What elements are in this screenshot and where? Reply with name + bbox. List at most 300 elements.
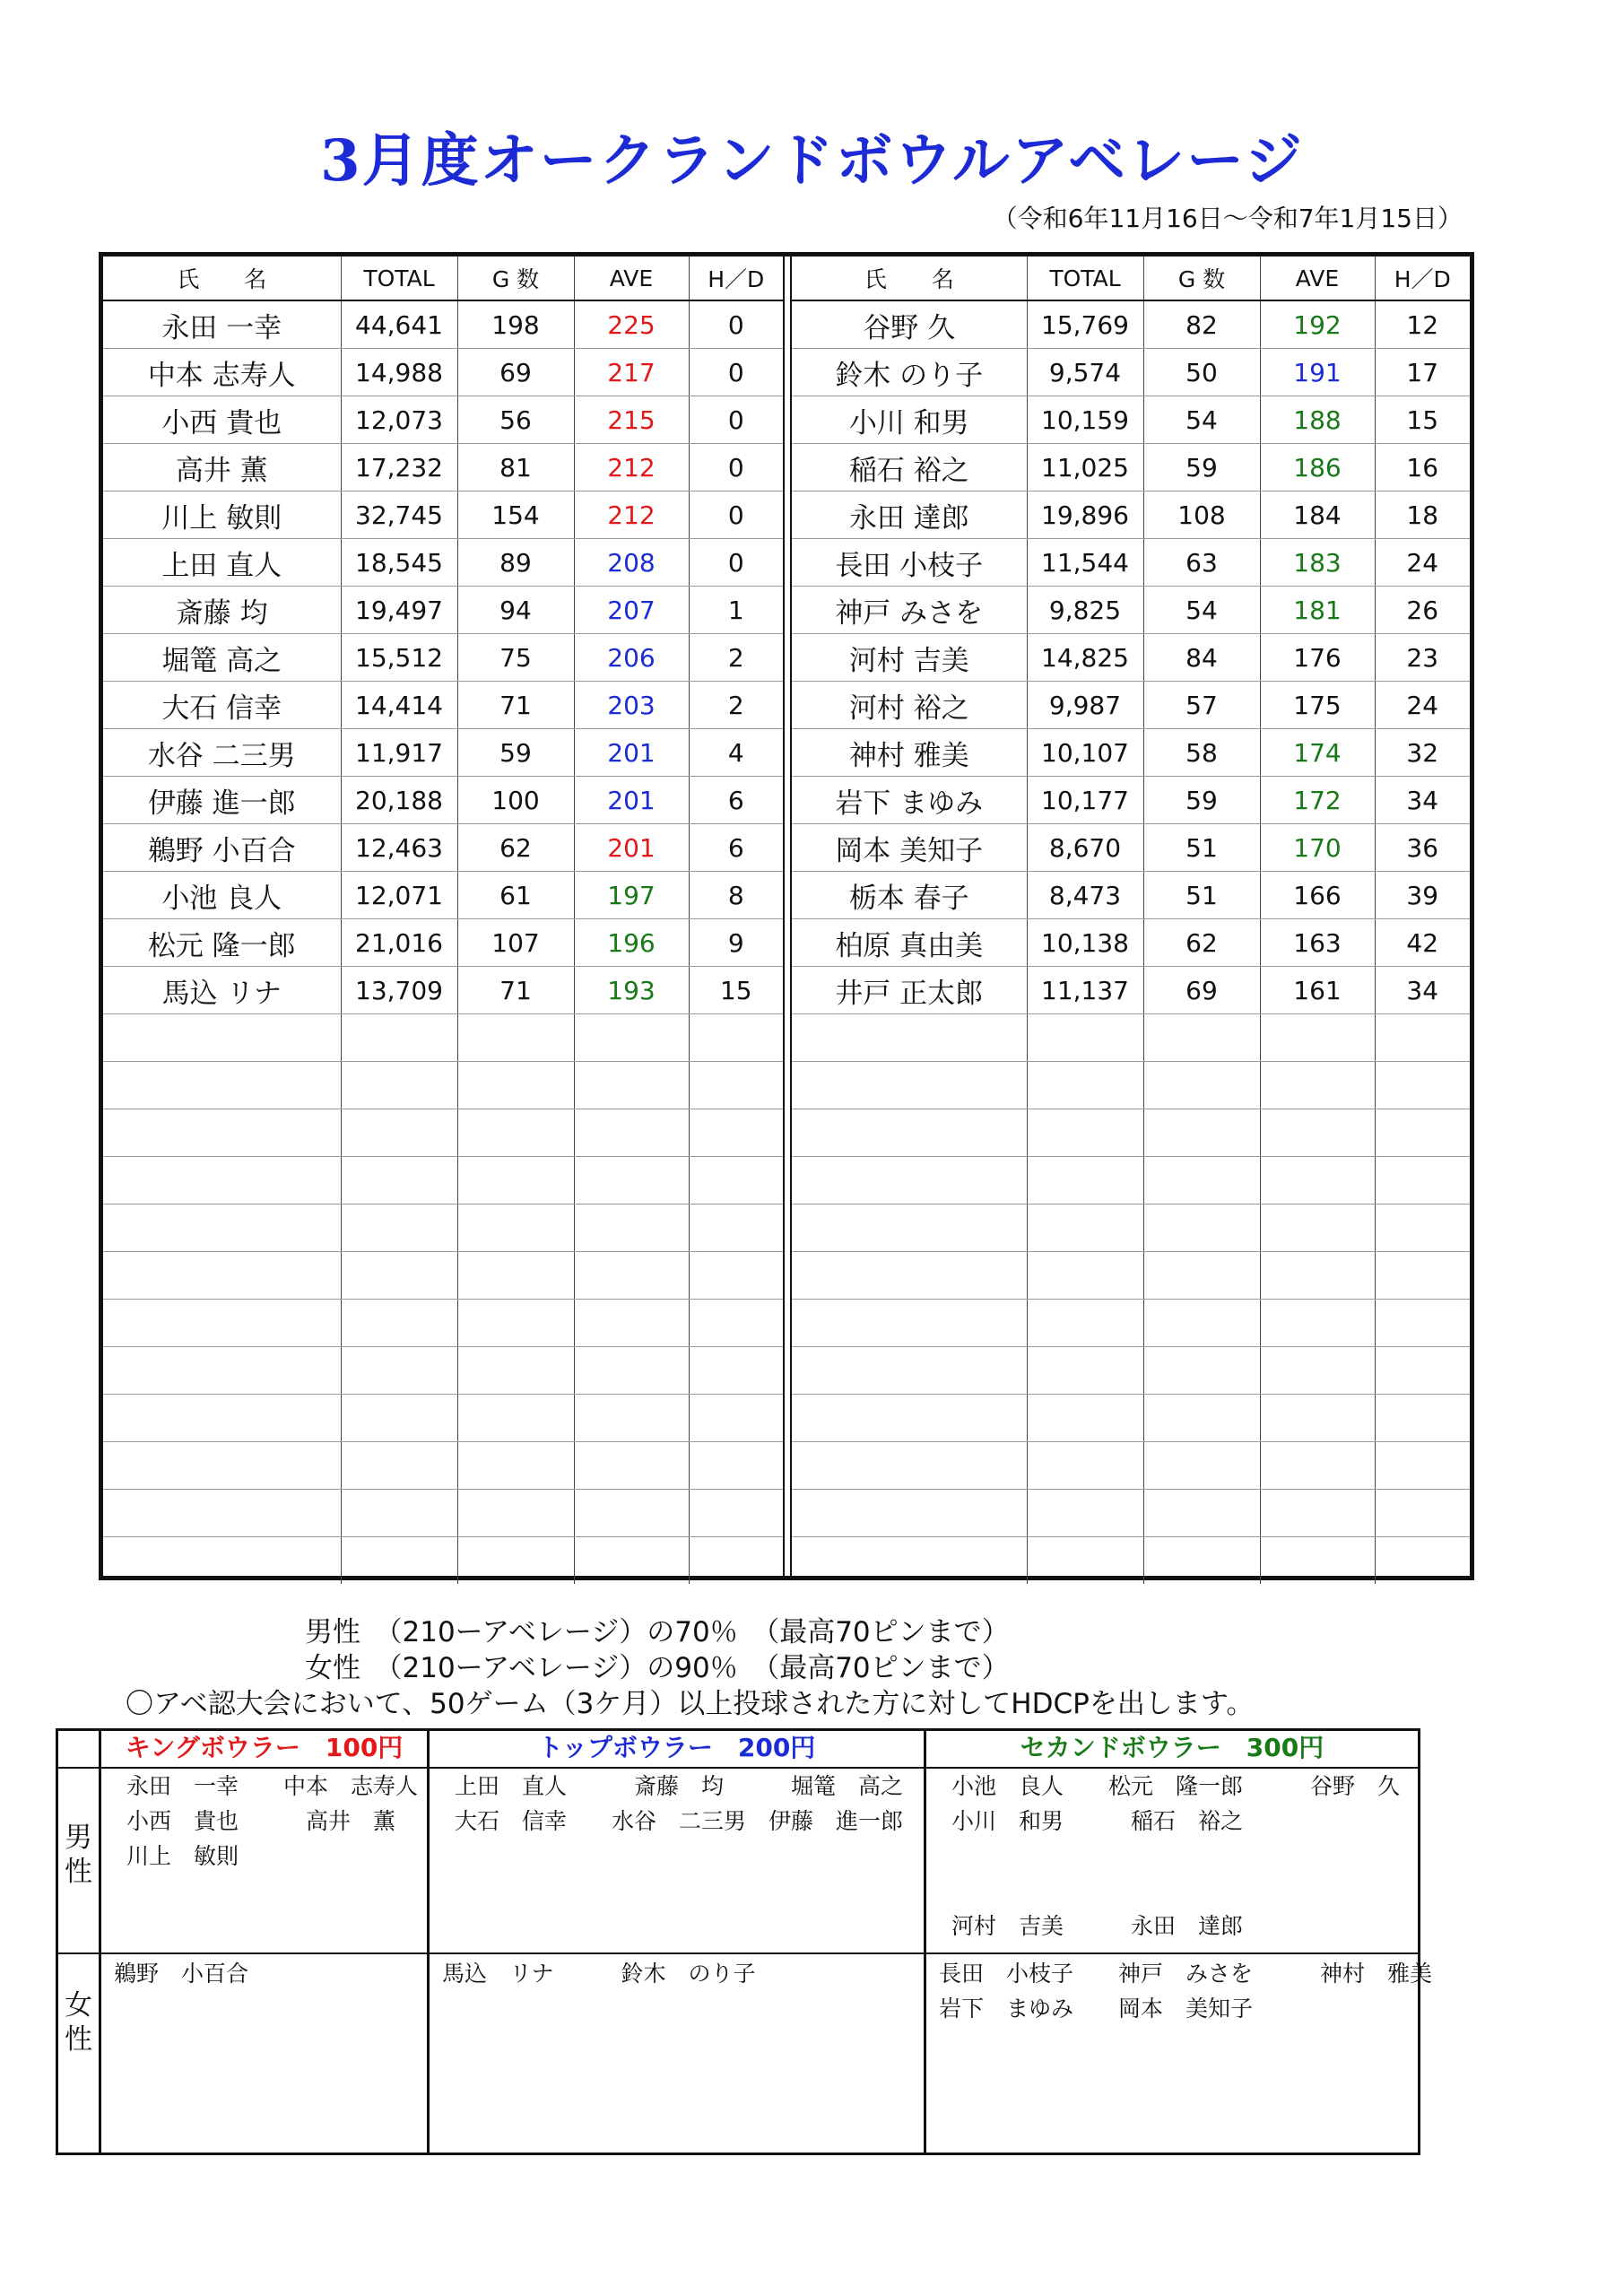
cell-ave: 196 bbox=[574, 919, 689, 967]
table-row bbox=[792, 396, 1470, 444]
empty-cell bbox=[1027, 1252, 1143, 1300]
cell-total: 32,745 bbox=[341, 491, 457, 539]
cell-name: 上田 直人 bbox=[103, 539, 341, 587]
cell-hd: 42 bbox=[1375, 919, 1470, 967]
male-label: 男 性 bbox=[65, 1822, 92, 1888]
empty-cell bbox=[103, 1347, 341, 1395]
cell-total: 10,107 bbox=[1027, 729, 1143, 777]
cell-games: 71 bbox=[457, 967, 574, 1014]
male-top-names bbox=[427, 1767, 924, 1952]
cell-name: 岩下 まゆみ bbox=[792, 777, 1027, 824]
award-name-line: 岩下 まゆみ 岡本 美知子 bbox=[939, 1996, 1254, 2022]
empty-cell bbox=[1260, 1014, 1375, 1062]
cell-ave: 166 bbox=[1260, 872, 1375, 919]
cell-hd: 0 bbox=[689, 349, 783, 396]
average-table-left-grid bbox=[103, 257, 783, 1584]
empty-cell bbox=[1027, 1109, 1143, 1157]
empty-cell bbox=[1143, 1300, 1260, 1347]
cell-hd: 0 bbox=[689, 444, 783, 491]
cell-total: 14,988 bbox=[341, 349, 457, 396]
cell-ave: 181 bbox=[1260, 587, 1375, 634]
cell-name: 小西 貴也 bbox=[103, 396, 341, 444]
empty-cell bbox=[457, 1062, 574, 1109]
empty-cell bbox=[1260, 1252, 1375, 1300]
table-row bbox=[792, 729, 1470, 777]
table-row bbox=[103, 587, 783, 634]
cell-games: 56 bbox=[457, 396, 574, 444]
empty-row bbox=[792, 1347, 1470, 1395]
average-table bbox=[99, 252, 1474, 1580]
empty-cell bbox=[1260, 1205, 1375, 1252]
empty-cell bbox=[1260, 1490, 1375, 1537]
award-name-line bbox=[926, 1874, 1418, 1909]
cell-ave: 225 bbox=[574, 300, 689, 349]
empty-row bbox=[792, 1205, 1470, 1252]
empty-cell bbox=[103, 1157, 341, 1205]
hdcp-notes bbox=[126, 1614, 1254, 1722]
empty-cell bbox=[457, 1347, 574, 1395]
header-total: TOTAL bbox=[341, 257, 457, 300]
empty-cell bbox=[574, 1014, 689, 1062]
cell-total: 12,071 bbox=[341, 872, 457, 919]
empty-cell bbox=[792, 1395, 1027, 1442]
cell-hd: 17 bbox=[1375, 349, 1470, 396]
empty-cell bbox=[1143, 1109, 1260, 1157]
table-row bbox=[103, 634, 783, 682]
empty-cell bbox=[1375, 1252, 1470, 1300]
cell-ave: 201 bbox=[574, 824, 689, 872]
period-range: （令和6年11月16日～令和7年1月15日） bbox=[992, 204, 1463, 233]
empty-cell bbox=[341, 1395, 457, 1442]
table-row bbox=[103, 824, 783, 872]
cell-total: 20,188 bbox=[341, 777, 457, 824]
cell-hd: 26 bbox=[1375, 587, 1470, 634]
empty-cell bbox=[689, 1205, 783, 1252]
cell-name: 神戸 みさを bbox=[792, 587, 1027, 634]
empty-row bbox=[792, 1062, 1470, 1109]
cell-games: 71 bbox=[457, 682, 574, 729]
empty-cell bbox=[103, 1252, 341, 1300]
table-row bbox=[103, 300, 783, 349]
empty-cell bbox=[574, 1395, 689, 1442]
cell-total: 9,825 bbox=[1027, 587, 1143, 634]
table-row bbox=[103, 777, 783, 824]
cell-name: 稲石 裕之 bbox=[792, 444, 1027, 491]
cell-ave: 184 bbox=[1260, 491, 1375, 539]
awards-header-corner bbox=[58, 1731, 99, 1767]
empty-cell bbox=[574, 1157, 689, 1205]
empty-cell bbox=[1375, 1157, 1470, 1205]
award-top-title: トップボウラー 200円 bbox=[427, 1731, 924, 1767]
award-king-title: キングボウラー 100円 bbox=[99, 1731, 427, 1767]
header-name: 氏 名 bbox=[792, 257, 1027, 300]
cell-games: 69 bbox=[1143, 967, 1260, 1014]
cell-ave: 215 bbox=[574, 396, 689, 444]
empty-row bbox=[103, 1347, 783, 1395]
empty-row bbox=[103, 1014, 783, 1062]
empty-cell bbox=[1375, 1062, 1470, 1109]
empty-cell bbox=[689, 1490, 783, 1537]
cell-name: 小池 良人 bbox=[103, 872, 341, 919]
empty-cell bbox=[457, 1395, 574, 1442]
empty-cell bbox=[457, 1537, 574, 1585]
cell-name: 中本 志寿人 bbox=[103, 349, 341, 396]
female-king-names bbox=[99, 1954, 427, 2152]
empty-row bbox=[792, 1109, 1470, 1157]
empty-cell bbox=[574, 1062, 689, 1109]
header-ave: AVE bbox=[574, 257, 689, 300]
empty-cell bbox=[1375, 1442, 1470, 1490]
cell-games: 62 bbox=[1143, 919, 1260, 967]
empty-cell bbox=[341, 1442, 457, 1490]
cell-total: 15,769 bbox=[1027, 300, 1143, 349]
note-male: 男性 （210ーアベレージ）の70％ （最高70ピンまで） bbox=[305, 1616, 1010, 1648]
empty-row bbox=[792, 1014, 1470, 1062]
cell-ave: 217 bbox=[574, 349, 689, 396]
empty-cell bbox=[574, 1537, 689, 1585]
table-row bbox=[792, 300, 1470, 349]
cell-hd: 34 bbox=[1375, 967, 1470, 1014]
cell-total: 14,825 bbox=[1027, 634, 1143, 682]
empty-cell bbox=[792, 1109, 1027, 1157]
cell-name: 鵜野 小百合 bbox=[103, 824, 341, 872]
empty-cell bbox=[103, 1205, 341, 1252]
empty-cell bbox=[792, 1205, 1027, 1252]
empty-cell bbox=[1143, 1442, 1260, 1490]
empty-row bbox=[792, 1252, 1470, 1300]
header-hd: H／D bbox=[689, 257, 783, 300]
empty-cell bbox=[1143, 1157, 1260, 1205]
award-name-line: 小池 良人 松元 隆一郎 谷野 久 bbox=[951, 1773, 1401, 1799]
cell-total: 12,463 bbox=[341, 824, 457, 872]
empty-row bbox=[103, 1062, 783, 1109]
awards-table bbox=[56, 1728, 1433, 2155]
cell-hd: 16 bbox=[1375, 444, 1470, 491]
empty-cell bbox=[574, 1490, 689, 1537]
table-row bbox=[792, 539, 1470, 587]
average-table-right-grid bbox=[792, 257, 1470, 1584]
cell-hd: 2 bbox=[689, 634, 783, 682]
empty-cell bbox=[457, 1109, 574, 1157]
cell-total: 11,137 bbox=[1027, 967, 1143, 1014]
male-king-names bbox=[99, 1767, 427, 1952]
empty-cell bbox=[1375, 1300, 1470, 1347]
female-label: 女 性 bbox=[65, 1989, 92, 2056]
cell-name: 松元 隆一郎 bbox=[103, 919, 341, 967]
empty-row bbox=[792, 1490, 1470, 1537]
empty-cell bbox=[1375, 1014, 1470, 1062]
cell-total: 17,232 bbox=[341, 444, 457, 491]
empty-cell bbox=[1027, 1157, 1143, 1205]
cell-name: 伊藤 進一郎 bbox=[103, 777, 341, 824]
cell-games: 50 bbox=[1143, 349, 1260, 396]
empty-cell bbox=[103, 1300, 341, 1347]
cell-hd: 24 bbox=[1375, 682, 1470, 729]
header-total: TOTAL bbox=[1027, 257, 1143, 300]
empty-cell bbox=[574, 1109, 689, 1157]
award-name-line bbox=[926, 1839, 1418, 1874]
cell-total: 11,025 bbox=[1027, 444, 1143, 491]
cell-ave: 192 bbox=[1260, 300, 1375, 349]
empty-cell bbox=[1027, 1062, 1143, 1109]
award-name-line: 鵜野 小百合 bbox=[114, 1961, 249, 1987]
cell-ave: 163 bbox=[1260, 919, 1375, 967]
cell-total: 8,670 bbox=[1027, 824, 1143, 872]
cell-total: 9,987 bbox=[1027, 682, 1143, 729]
empty-row bbox=[792, 1537, 1470, 1585]
empty-row bbox=[103, 1300, 783, 1347]
empty-cell bbox=[1260, 1300, 1375, 1347]
empty-cell bbox=[792, 1537, 1027, 1585]
cell-ave: 188 bbox=[1260, 396, 1375, 444]
empty-cell bbox=[457, 1252, 574, 1300]
empty-cell bbox=[1027, 1300, 1143, 1347]
empty-cell bbox=[341, 1490, 457, 1537]
cell-ave: 197 bbox=[574, 872, 689, 919]
table-row bbox=[792, 491, 1470, 539]
empty-row bbox=[103, 1442, 783, 1490]
award-name-line: 大石 信幸 水谷 二三男 伊藤 進一郎 bbox=[455, 1808, 904, 1834]
cell-total: 12,073 bbox=[341, 396, 457, 444]
award-name-line: 河村 吉美 永田 達郎 bbox=[951, 1913, 1244, 1939]
cell-ave: 207 bbox=[574, 587, 689, 634]
cell-name: 堀篭 高之 bbox=[103, 634, 341, 682]
cell-hd: 15 bbox=[1375, 396, 1470, 444]
empty-cell bbox=[341, 1157, 457, 1205]
empty-cell bbox=[574, 1442, 689, 1490]
cell-hd: 24 bbox=[1375, 539, 1470, 587]
cell-ave: 201 bbox=[574, 729, 689, 777]
cell-ave: 161 bbox=[1260, 967, 1375, 1014]
female-top-names bbox=[427, 1954, 924, 2152]
table-row bbox=[792, 444, 1470, 491]
award-name-line: 長田 小枝子 神戸 みさを 神村 雅美 bbox=[939, 1961, 1433, 1987]
table-row bbox=[103, 729, 783, 777]
table-row bbox=[103, 539, 783, 587]
empty-cell bbox=[341, 1347, 457, 1395]
awards-female-row bbox=[58, 1954, 1433, 2152]
cell-total: 14,414 bbox=[341, 682, 457, 729]
cell-games: 59 bbox=[1143, 444, 1260, 491]
empty-cell bbox=[792, 1442, 1027, 1490]
cell-total: 8,473 bbox=[1027, 872, 1143, 919]
cell-ave: 174 bbox=[1260, 729, 1375, 777]
cell-ave: 172 bbox=[1260, 777, 1375, 824]
empty-row bbox=[103, 1490, 783, 1537]
cell-total: 9,574 bbox=[1027, 349, 1143, 396]
empty-cell bbox=[1260, 1442, 1375, 1490]
empty-cell bbox=[457, 1157, 574, 1205]
empty-cell bbox=[689, 1109, 783, 1157]
cell-name: 斎藤 均 bbox=[103, 587, 341, 634]
cell-games: 61 bbox=[457, 872, 574, 919]
empty-cell bbox=[1027, 1490, 1143, 1537]
empty-cell bbox=[1027, 1347, 1143, 1395]
empty-cell bbox=[341, 1109, 457, 1157]
cell-games: 51 bbox=[1143, 872, 1260, 919]
empty-cell bbox=[1143, 1490, 1260, 1537]
empty-cell bbox=[457, 1014, 574, 1062]
cell-hd: 39 bbox=[1375, 872, 1470, 919]
header-games: G 数 bbox=[1143, 257, 1260, 300]
table-row bbox=[103, 872, 783, 919]
table-row bbox=[792, 682, 1470, 729]
cell-name: 永田 達郎 bbox=[792, 491, 1027, 539]
empty-cell bbox=[457, 1205, 574, 1252]
empty-cell bbox=[792, 1300, 1027, 1347]
cell-games: 107 bbox=[457, 919, 574, 967]
cell-ave: 175 bbox=[1260, 682, 1375, 729]
award-name-line: 川上 敏則 bbox=[126, 1843, 239, 1869]
cell-games: 84 bbox=[1143, 634, 1260, 682]
empty-cell bbox=[457, 1490, 574, 1537]
empty-cell bbox=[1260, 1395, 1375, 1442]
empty-cell bbox=[1260, 1157, 1375, 1205]
cell-games: 51 bbox=[1143, 824, 1260, 872]
empty-cell bbox=[1375, 1395, 1470, 1442]
cell-hd: 36 bbox=[1375, 824, 1470, 872]
empty-cell bbox=[103, 1537, 341, 1585]
cell-hd: 12 bbox=[1375, 300, 1470, 349]
empty-cell bbox=[103, 1442, 341, 1490]
cell-games: 108 bbox=[1143, 491, 1260, 539]
note-female: 女性 （210ーアベレージ）の90％ （最高70ピンまで） bbox=[305, 1652, 1010, 1684]
empty-cell bbox=[1027, 1205, 1143, 1252]
empty-cell bbox=[1143, 1014, 1260, 1062]
empty-cell bbox=[1143, 1252, 1260, 1300]
cell-name: 谷野 久 bbox=[792, 300, 1027, 349]
empty-cell bbox=[103, 1014, 341, 1062]
note-hdcp: 〇アベ認大会において、50ゲーム（3ケ月）以上投球された方に対してHDCPを出します。 bbox=[126, 1688, 1255, 1720]
empty-cell bbox=[1375, 1537, 1470, 1585]
cell-ave: 170 bbox=[1260, 824, 1375, 872]
empty-cell bbox=[1260, 1109, 1375, 1157]
empty-cell bbox=[1143, 1205, 1260, 1252]
empty-cell bbox=[341, 1205, 457, 1252]
empty-cell bbox=[792, 1014, 1027, 1062]
empty-row bbox=[103, 1205, 783, 1252]
table-row bbox=[103, 349, 783, 396]
cell-name: 井戸 正太郎 bbox=[792, 967, 1027, 1014]
empty-cell bbox=[689, 1347, 783, 1395]
header-row bbox=[103, 257, 783, 300]
header-name: 氏 名 bbox=[103, 257, 341, 300]
cell-hd: 9 bbox=[689, 919, 783, 967]
cell-name: 神村 雅美 bbox=[792, 729, 1027, 777]
header-hd: H／D bbox=[1375, 257, 1470, 300]
cell-hd: 32 bbox=[1375, 729, 1470, 777]
cell-name: 永田 一幸 bbox=[103, 300, 341, 349]
cell-hd: 0 bbox=[689, 491, 783, 539]
cell-name: 河村 吉美 bbox=[792, 634, 1027, 682]
table-row bbox=[792, 349, 1470, 396]
cell-ave: 206 bbox=[574, 634, 689, 682]
empty-cell bbox=[341, 1062, 457, 1109]
cell-games: 54 bbox=[1143, 587, 1260, 634]
empty-row bbox=[103, 1537, 783, 1585]
award-name-line: 馬込 リナ 鈴木 のり子 bbox=[442, 1961, 756, 1987]
cell-ave: 208 bbox=[574, 539, 689, 587]
empty-cell bbox=[1143, 1395, 1260, 1442]
awards-header-row bbox=[58, 1731, 1418, 1769]
empty-cell bbox=[792, 1347, 1027, 1395]
cell-hd: 0 bbox=[689, 539, 783, 587]
cell-hd: 0 bbox=[689, 300, 783, 349]
cell-games: 81 bbox=[457, 444, 574, 491]
cell-name: 柏原 真由美 bbox=[792, 919, 1027, 967]
empty-cell bbox=[1027, 1014, 1143, 1062]
empty-cell bbox=[341, 1252, 457, 1300]
empty-cell bbox=[574, 1300, 689, 1347]
cell-total: 44,641 bbox=[341, 300, 457, 349]
cell-ave: 201 bbox=[574, 777, 689, 824]
empty-row bbox=[103, 1395, 783, 1442]
empty-cell bbox=[689, 1537, 783, 1585]
empty-cell bbox=[103, 1062, 341, 1109]
cell-name: 河村 裕之 bbox=[792, 682, 1027, 729]
cell-games: 58 bbox=[1143, 729, 1260, 777]
cell-games: 100 bbox=[457, 777, 574, 824]
table-row bbox=[103, 444, 783, 491]
empty-row bbox=[103, 1157, 783, 1205]
empty-cell bbox=[1143, 1537, 1260, 1585]
cell-name: 川上 敏則 bbox=[103, 491, 341, 539]
cell-hd: 34 bbox=[1375, 777, 1470, 824]
female-second-names bbox=[924, 1954, 1433, 2152]
cell-games: 57 bbox=[1143, 682, 1260, 729]
award-name-line: 小西 貴也 高井 薫 bbox=[126, 1808, 396, 1834]
cell-games: 69 bbox=[457, 349, 574, 396]
cell-ave: 176 bbox=[1260, 634, 1375, 682]
cell-hd: 8 bbox=[689, 872, 783, 919]
cell-total: 18,545 bbox=[341, 539, 457, 587]
empty-cell bbox=[103, 1395, 341, 1442]
empty-cell bbox=[792, 1252, 1027, 1300]
empty-cell bbox=[574, 1252, 689, 1300]
empty-row bbox=[103, 1252, 783, 1300]
empty-cell bbox=[792, 1157, 1027, 1205]
cell-games: 63 bbox=[1143, 539, 1260, 587]
table-row bbox=[792, 587, 1470, 634]
empty-cell bbox=[689, 1395, 783, 1442]
empty-cell bbox=[1375, 1109, 1470, 1157]
cell-games: 59 bbox=[457, 729, 574, 777]
cell-name: 鈴木 のり子 bbox=[792, 349, 1027, 396]
cell-name: 馬込 リナ bbox=[103, 967, 341, 1014]
empty-cell bbox=[1143, 1347, 1260, 1395]
empty-cell bbox=[574, 1347, 689, 1395]
table-row bbox=[103, 919, 783, 967]
cell-ave: 212 bbox=[574, 444, 689, 491]
cell-name: 高井 薫 bbox=[103, 444, 341, 491]
table-row bbox=[792, 919, 1470, 967]
cell-ave: 183 bbox=[1260, 539, 1375, 587]
empty-cell bbox=[1375, 1205, 1470, 1252]
header-games: G 数 bbox=[457, 257, 574, 300]
table-row bbox=[792, 872, 1470, 919]
table-row bbox=[792, 634, 1470, 682]
empty-cell bbox=[457, 1300, 574, 1347]
cell-name: 長田 小枝子 bbox=[792, 539, 1027, 587]
empty-cell bbox=[103, 1490, 341, 1537]
empty-cell bbox=[1375, 1490, 1470, 1537]
table-row bbox=[792, 824, 1470, 872]
empty-row bbox=[792, 1442, 1470, 1490]
cell-games: 154 bbox=[457, 491, 574, 539]
table-row bbox=[103, 967, 783, 1014]
cell-hd: 0 bbox=[689, 396, 783, 444]
cell-hd: 2 bbox=[689, 682, 783, 729]
